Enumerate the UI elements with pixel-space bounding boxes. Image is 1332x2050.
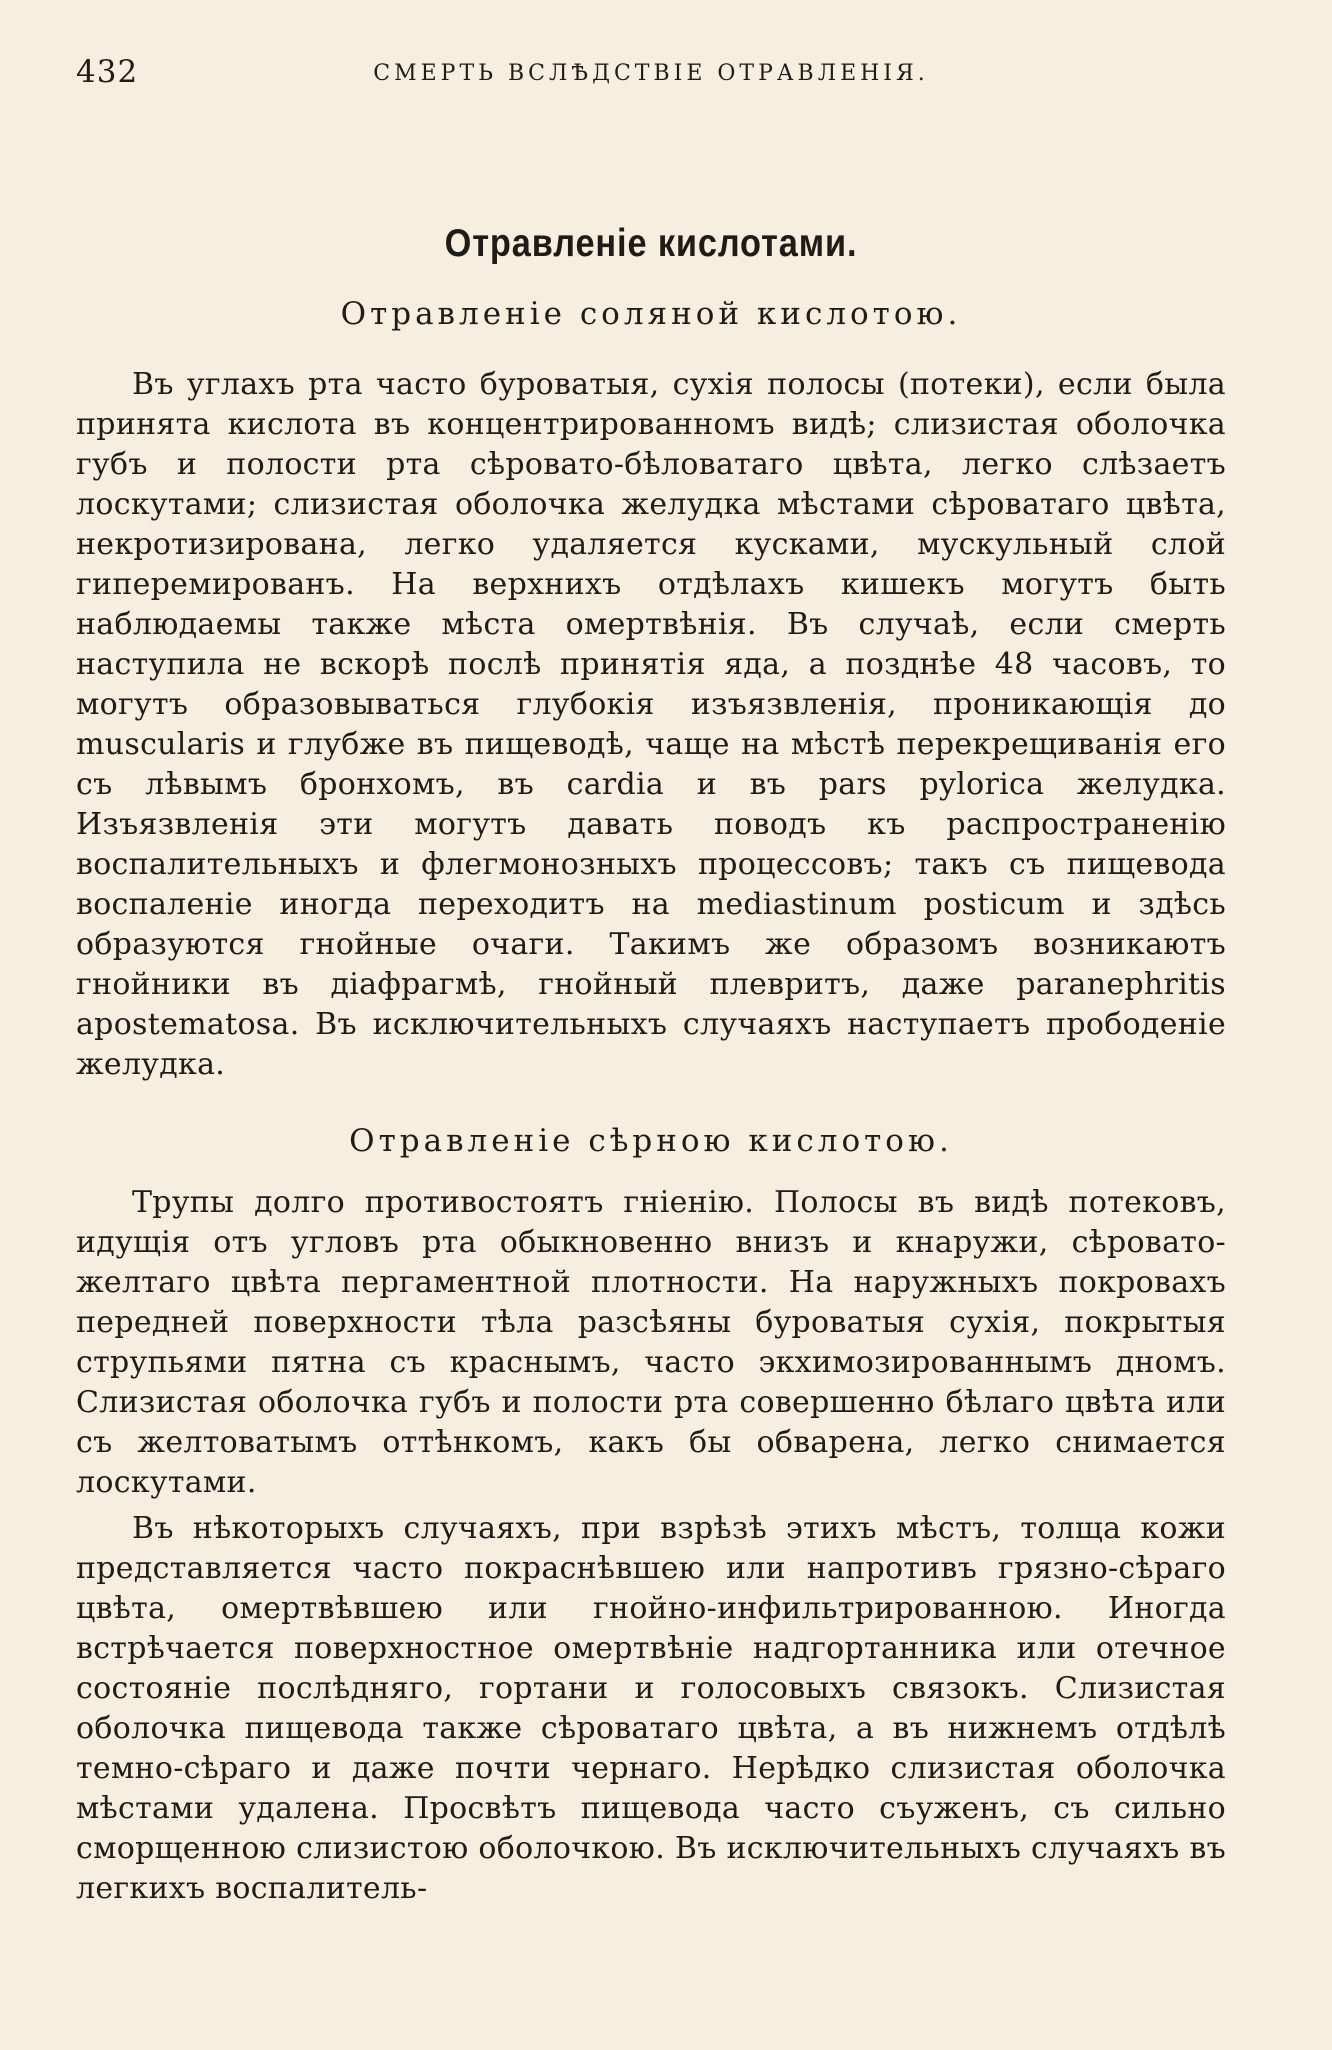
section-heading: Отравленіе кислотами.: [444, 222, 858, 265]
book-page: [76, 54, 1226, 1909]
subsection-heading-sulfuric: Отравленіе сѣрною кислотою.: [349, 1123, 953, 1159]
subsection-heading-hydrochloric: Отравленіе соляной кислотою.: [340, 296, 962, 332]
page-header: [76, 54, 1226, 98]
running-title: СМЕРТЬ ВСЛѢДСТВІЕ ОТРАВЛЕНІЯ.: [373, 61, 929, 86]
page-number: 432: [76, 54, 139, 90]
paragraph-hydrochloric: Въ углахъ рта часто буроватыя, сухія полосы (потеки), если была принята кислота въ концентрированномъ видѣ; слизистая оболочка губъ и полости рта сѣровато-бѣловатаго цвѣта, легко слѣзаетъ лоскутами; слизистая оболочка желудка мѣстами сѣроватаго цвѣта, некротизирована, легко удаляется кусками, мускульный слой гиперемированъ. На верхнихъ отдѣлахъ кишекъ могутъ быть наблюдаемы также мѣста омертвѣнія. Въ случаѣ, если смерть наступила не вскорѣ послѣ принятія яда, а позднѣе 48 часовъ, то могутъ образовываться глубокія изъязвленія, проникающія до muscularis и глубже въ пищеводѣ, чаще на мѣстѣ перекрещиванія его съ лѣвымъ бронхомъ, въ cardia и въ pars pylorica желудка. Изъязвленія эти могутъ давать поводъ къ распространенію воспалительныхъ и флегмонозныхъ процессовъ; такъ съ пищевода воспаленіе иногда переходитъ на mediastinum posticum и здѣсь образуются гнойные очаги. Такимъ же образомъ возникаютъ гнойники въ діафрагмѣ, гнойный плевритъ, даже paranephritis apostematosa. Въ исключительныхъ случаяхъ наступаетъ прободеніе желудка.: [76, 367, 1226, 1082]
paragraph-sulfuric-2: Въ нѣкоторыхъ случаяхъ, при взрѣзѣ этихъ мѣстъ, толща кожи представляется часто покраснѣвшею или напротивъ грязно-сѣраго цвѣта, омертвѣвшею или гнойно-инфильтрированною. Иногда встрѣчается поверхностное омертвѣніе надгортанника или отечное состояніе послѣдняго, гортани и голосовыхъ связокъ. Слизистая оболочка пищевода также сѣроватаго цвѣта, а въ нижнемъ отдѣлѣ темно-сѣраго и даже почти чернаго. Нерѣдко слизистая оболочка мѣстами удалена. Просвѣтъ пищевода часто съуженъ, съ сильно сморщенною слизистою оболочкою. Въ исключительныхъ случаяхъ въ легкихъ воспалитель-: [76, 1511, 1226, 1906]
paragraph-sulfuric-1: Трупы долго противостоятъ гніенію. Полосы въ видѣ потековъ, идущія отъ угловъ рта обыкновенно внизъ и кнаружи, сѣровато-желтаго цвѣта пергаментной плотности. На наружныхъ покровахъ передней поверхности тѣла разсѣяны буроватыя сухія, покрытыя струпьями пятна съ краснымъ, часто экхимозированнымъ дномъ. Слизистая оболочка губъ и полости рта совершенно бѣлаго цвѣта или съ желтоватымъ оттѣнкомъ, какъ бы обварена, легко снимается лоскутами.: [76, 1185, 1226, 1500]
